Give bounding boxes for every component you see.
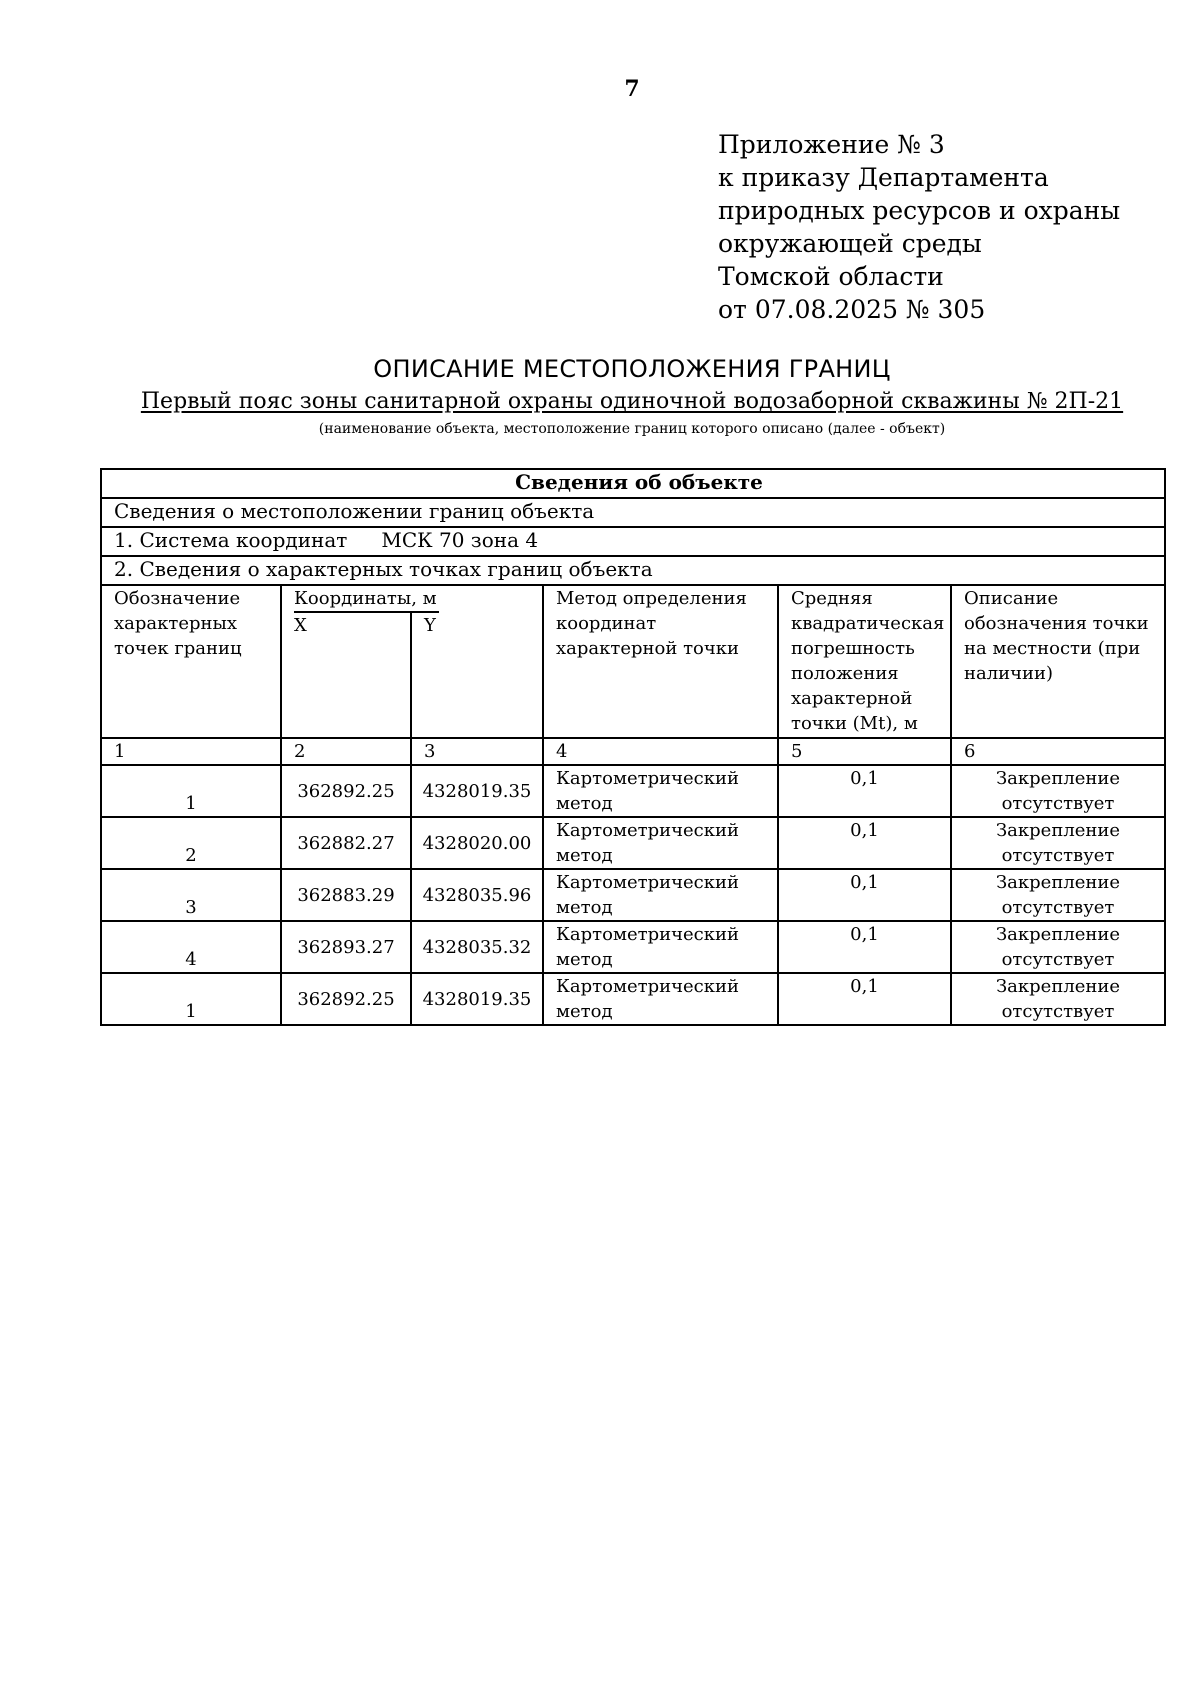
method: Картометрический метод: [543, 817, 778, 869]
table-row: [101, 817, 1165, 869]
coord-x: 362883.29: [281, 869, 411, 921]
mean-error: 0,1: [778, 765, 951, 817]
appendix-line: к приказу Департамента: [718, 163, 1049, 192]
coord-system-row: [101, 527, 1165, 556]
location-info-row: Сведения о местоположении границ объекта: [101, 498, 1165, 527]
table-caption: Сведения об объекте: [101, 469, 1165, 498]
object-info-table: [100, 468, 1166, 1026]
coord-x: 362892.25: [281, 973, 411, 1025]
header-designation: Обозначение характерных точек границ: [101, 585, 281, 738]
header-coords-label: Координаты, м: [294, 586, 439, 613]
coord-x: 362892.25: [281, 765, 411, 817]
point-number: 1: [101, 973, 281, 1025]
point-description: Закрепление отсутствует: [951, 973, 1165, 1025]
header-y: Y: [411, 613, 543, 738]
table-row: [101, 973, 1165, 1025]
method: Картометрический метод: [543, 921, 778, 973]
column-number: 2: [281, 738, 411, 765]
document-title: ОПИСАНИЕ МЕСТОПОЛОЖЕНИЯ ГРАНИЦ: [373, 355, 891, 383]
coord-y: 4328019.35: [411, 973, 543, 1025]
header-x: X: [281, 613, 411, 738]
header-coords: [281, 585, 543, 613]
object-name: Первый пояс зоны санитарной охраны одиночной водозаборной скважины № 2П-21: [140, 389, 1124, 414]
coord-y: 4328019.35: [411, 765, 543, 817]
appendix-line: от 07.08.2025 № 305: [718, 295, 986, 324]
point-description: Закрепление отсутствует: [951, 921, 1165, 973]
header-method: Метод определения координат характерной точки: [543, 585, 778, 738]
points-section-row: 2. Сведения о характерных точках границ объекта: [101, 556, 1165, 585]
coord-x: 362893.27: [281, 921, 411, 973]
point-description: Закрепление отсутствует: [951, 869, 1165, 921]
point-number: 2: [101, 817, 281, 869]
header-description: Описание обозначения точки на местности (при наличии): [951, 585, 1165, 738]
table-row: [101, 921, 1165, 973]
coord-y: 4328035.96: [411, 869, 543, 921]
appendix-line: окружающей среды: [718, 229, 982, 258]
method: Картометрический метод: [543, 765, 778, 817]
appendix-line: Приложение № 3: [718, 130, 945, 159]
mean-error: 0,1: [778, 921, 951, 973]
appendix-block: [718, 128, 1120, 326]
coord-x: 362882.27: [281, 817, 411, 869]
point-number: 3: [101, 869, 281, 921]
point-number: 4: [101, 921, 281, 973]
header-error: Средняя квадратическая погрешность положения характерной точки (Mt), м: [778, 585, 951, 738]
appendix-line: природных ресурсов и охраны: [718, 196, 1121, 225]
point-description: Закрепление отсутствует: [951, 765, 1165, 817]
mean-error: 0,1: [778, 869, 951, 921]
coord-system-value: МСК 70 зона 4: [381, 528, 539, 552]
mean-error: 0,1: [778, 973, 951, 1025]
mean-error: 0,1: [778, 817, 951, 869]
coord-system-label: 1. Система координат: [114, 528, 348, 552]
object-note: (наименование объекта, местоположение границ которого описано (далее - объект): [318, 421, 946, 437]
point-description: Закрепление отсутствует: [951, 817, 1165, 869]
table-row: [101, 869, 1165, 921]
method: Картометрический метод: [543, 973, 778, 1025]
coord-y: 4328020.00: [411, 817, 543, 869]
column-number: 3: [411, 738, 543, 765]
column-number: 1: [101, 738, 281, 765]
page-number: 7: [624, 76, 640, 102]
column-number: 5: [778, 738, 951, 765]
column-number: 4: [543, 738, 778, 765]
method: Картометрический метод: [543, 869, 778, 921]
point-number: 1: [101, 765, 281, 817]
appendix-line: Томской области: [718, 262, 944, 291]
column-number: 6: [951, 738, 1165, 765]
table-row: [101, 765, 1165, 817]
coord-y: 4328035.32: [411, 921, 543, 973]
